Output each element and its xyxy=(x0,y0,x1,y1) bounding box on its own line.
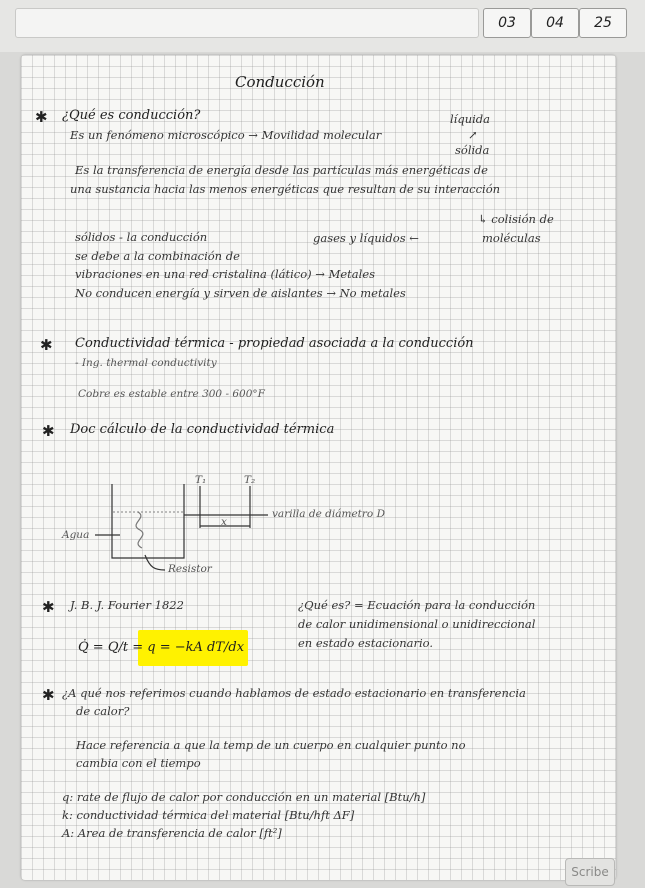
gases-liquids-label: gases y líquidos ← xyxy=(313,231,419,245)
date-year-box[interactable]: 25 xyxy=(579,8,627,38)
conductivity-line-3: Cobre es estable entre 300 - 600°F xyxy=(78,388,265,400)
steady-question-1: ¿A qué nos referimos cuando hablamos de estado estacionario en transferencia xyxy=(62,686,526,700)
definition-line-2: una sustancia hacia las menos energéticas que resultan de su interacción xyxy=(70,182,501,196)
temp-t2-label: T₂ xyxy=(244,474,256,486)
brace-arrow: ↗ xyxy=(468,128,478,142)
microscopic-line: Es un fenómeno microscópico → Movilidad molecular xyxy=(70,128,382,142)
water-label: Agua xyxy=(62,529,90,541)
variable-a: A: Area de transferencia de calor [ft²] xyxy=(62,826,282,840)
what-is-line-3: en estado estacionario. xyxy=(298,636,434,650)
bullet-star-icon: ✱ xyxy=(42,686,55,704)
what-is-line-2: de calor unidimensional o unidireccional xyxy=(298,617,536,631)
page-title: Conducción xyxy=(235,73,325,91)
bullet-star-icon: ✱ xyxy=(40,336,53,354)
steady-question-2: de calor? xyxy=(76,704,130,718)
conductivity-line-2: - Ing. thermal conductivity xyxy=(75,357,217,369)
resistor-label: Resistor xyxy=(168,563,212,575)
temp-t1-label: T₁ xyxy=(195,474,207,486)
fourier-equation: Q̇ = Q/t = q = −kA dT/dx xyxy=(78,640,245,655)
solids-line-3: vibraciones en una red cristalina (lático) → Metales xyxy=(75,267,376,281)
solids-line-1: sólidos - la conducción xyxy=(75,230,208,244)
what-is-line-1: ¿Qué es? = Ecuación para la conducción xyxy=(298,598,536,612)
bullet-star-icon: ✱ xyxy=(42,598,55,616)
date-day-box[interactable]: 03 xyxy=(483,8,531,38)
scribe-button[interactable]: Scribe xyxy=(565,858,615,886)
calculation-heading: Doc cálculo de la conductividad térmica xyxy=(70,422,335,437)
steady-answer-1: Hace referencia a que la temp de un cuerpo en cualquier punto no xyxy=(76,738,466,752)
brace-solid: sólida xyxy=(455,143,490,157)
bullet-star-icon: ✱ xyxy=(35,108,48,126)
solids-line-2: se debe a la combinación de xyxy=(75,249,240,263)
bullet-star-icon: ✱ xyxy=(42,422,55,440)
rod-label: varilla de diámetro D xyxy=(272,508,385,520)
definition-line-1: Es la transferencia de energía desde las partículas más energéticas de xyxy=(75,163,488,177)
distance-x-label: x xyxy=(221,516,227,528)
solids-line-4: No conducen energía y sirven de aislantes → No metales xyxy=(75,286,406,300)
variable-k: k: conductividad térmica del material [Btu/hft ΔF] xyxy=(62,808,355,822)
collision-label-1: ↳ colisión de xyxy=(478,212,554,226)
date-month-box[interactable]: 04 xyxy=(531,8,579,38)
question-conduction: ¿Qué es conducción? xyxy=(62,108,201,123)
steady-answer-2: cambia con el tiempo xyxy=(76,756,201,770)
brace-liquid: líquida xyxy=(450,112,491,126)
fourier-line: J. B. J. Fourier 1822 xyxy=(70,598,184,612)
variable-q: q: rate de flujo de calor por conducción en un material [Btu/h] xyxy=(62,790,426,804)
collision-label-2: moléculas xyxy=(482,231,541,245)
conductivity-line-1: Conductividad térmica - propiedad asociada a la conducción xyxy=(75,336,474,351)
